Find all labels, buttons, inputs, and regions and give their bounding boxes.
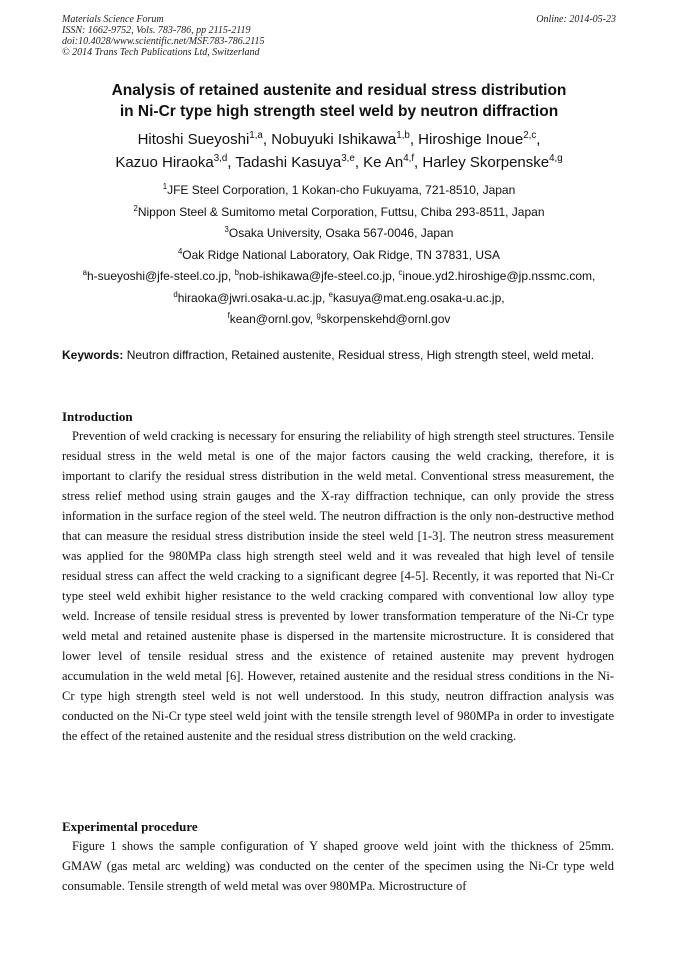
introduction-section	[62, 407, 614, 746]
author-sup: 4,f	[403, 153, 415, 164]
author-list	[40, 128, 638, 174]
keywords-label: Keywords:	[62, 348, 124, 362]
email-link[interactable]: nob-ishikawa@jfe-steel.co.jp	[238, 269, 392, 283]
author-sup: 1,b	[396, 130, 410, 141]
author-name: Tadashi Kasuya	[235, 154, 342, 171]
author-sup: 4,g	[549, 153, 563, 164]
title-line-1: Analysis of retained austenite and residual stress distribution	[111, 82, 567, 99]
author-name: Ke An	[363, 154, 404, 171]
email-link[interactable]: kasuya@mat.eng.osaka-u.ac.jp	[332, 290, 502, 305]
affiliation-3: $^3$Osaka University, Osaka 567-0046, Japan	[224, 225, 454, 240]
keywords-text: Neutron diffraction, Retained austenite, Residual stress, High strength steel, weld metal.	[126, 348, 595, 362]
experimental-section	[62, 817, 614, 896]
doi-line: doi:10.4028/www.scientific.net/MSF.783-786.2115	[62, 36, 265, 47]
email-link[interactable]: kean@ornl.gov	[229, 312, 310, 326]
keywords	[62, 345, 614, 365]
email-link[interactable]: h-sueyoshi@jfe-steel.co.jp	[86, 269, 228, 283]
author-line-2: Kazuo Hiraoka$^{3,d}$, Tadashi Kasuya$^{3,e}$, Ke An$^{4,f}$, Harley Skorpenske$^{4,g}$	[115, 153, 563, 171]
author-name: Kazuo Hiraoka	[115, 154, 214, 171]
email-link[interactable]: hiraoka@jwri.osaka-u.ac.jp	[177, 290, 322, 305]
title-line-2: in Ni-Cr type high strength steel weld by neutron diffraction	[119, 103, 559, 120]
journal-name: Materials Science Forum	[62, 14, 164, 25]
affiliations	[40, 180, 638, 331]
email-link[interactable]: inoue.yd2.hiroshige@jp.nssmc.com	[402, 269, 593, 283]
affiliation-2: $^2$Nippon Steel & Sumitomo metal Corporation, Futtsu, Chiba 293-8511, Japan	[133, 203, 545, 219]
email-line-3: $^f$kean@ornl.gov, $^g$skorpenskehd@ornl.gov	[227, 311, 451, 326]
section-heading: Introduction	[62, 409, 133, 424]
author-line-1: Hitoshi Sueyoshi$^{1,a}$, Nobuyuki Ishikawa$^{1,b}$, Hiroshige Inoue$^{2,c}$,	[137, 130, 541, 148]
paper-title	[50, 80, 628, 122]
email-line-1: $^a$h-sueyoshi@jfe-steel.co.jp, $^b$nob-ishikawa@jfe-steel.co.jp, $^c$inoue.yd2.hiroshige@jp.nssmc.com,	[82, 268, 596, 283]
author-name: Harley Skorpenske	[422, 154, 550, 171]
author-name: Nobuyuki Ishikawa	[271, 131, 397, 148]
section-body: Figure 1 shows the sample configuration of Y shaped groove weld joint with the thickness of 25mm. GMAW (gas metal arc welding) was conducted on the center of the specimen using the Ni-Cr type weld consumable. Tensile strength of weld metal was over 980MPa. Microstructure of	[62, 839, 614, 893]
email-link[interactable]: skorpenskehd@ornl.gov	[320, 312, 451, 326]
affiliation-4: $^4$Oak Ridge National Laboratory, Oak Ridge, TN 37831, USA	[177, 246, 501, 262]
email-line-2: $^d$hiraoka@jwri.osaka-u.ac.jp, $^e$kasuya@mat.eng.osaka-u.ac.jp,	[173, 289, 505, 305]
author-sup: 3,d	[213, 153, 228, 164]
author-sup: 2,c	[523, 130, 537, 141]
journal-header	[62, 14, 616, 58]
section-body: Prevention of weld cracking is necessary for ensuring the reliability of high strength steel structures. Tensile residual stress in the weld metal is one of the major factors causing the weld cracking, therefore, it is important to clarify the residual stress distribution in the weld metal. Conventional stress measurement, the stress relief method using strain gauges and the X-ray diffraction technique, can only provide the stress information in the surface region of the steel weld. The neutron diffraction is the only non-destructive method that can measure the residual stress distribution inside the steel weld [1-3]. The neutron stress measurement was applied for the 980MPa class high strength steel weld and it was revealed that high level of tensile residual stress can affect the weld cracking to a significant degree [4-5]. Recently, it was reported that Ni-Cr type steel weld exhibit higher resistance to the weld cracking compared with conventional low alloy type weld. Increase of tensile residual stress is prevented by lower transformation temperature of the Ni-Cr type weld metal and retained austenite phase is dispersed in the martensite microstructure. It is considered that lower level of tensile residual stress and the existence of retained austenite may prevent hydrogen accumulation in the weld metal [6]. However, retained austenite and the residual stress conditions in the Ni-Cr type high strength steel weld is not well understood. In this study, neutron diffraction analysis was conducted on the Ni-Cr type steel weld joint with the tensile strength level of 980MPa in order to investigate the effect of the retained austenite and the residual stress distribution on the weld cracking.	[62, 429, 614, 743]
affiliation-1: $^1$JFE Steel Corporation, 1 Kokan-cho Fukuyama, 721-8510, Japan	[162, 182, 516, 197]
online-date: Online: 2014-05-23	[536, 14, 616, 25]
section-heading: Experimental procedure	[62, 819, 198, 834]
author-name: Hiroshige Inoue	[418, 131, 524, 148]
author-sup: 3,e	[341, 153, 355, 164]
author-sup: 1,a	[249, 130, 263, 141]
issn-line: ISSN: 1662-9752, Vols. 783-786, pp 2115-2119	[62, 25, 251, 36]
author-name: Hitoshi Sueyoshi	[137, 131, 250, 148]
copyright-line: © 2014 Trans Tech Publications Ltd, Switzerland	[62, 47, 260, 58]
